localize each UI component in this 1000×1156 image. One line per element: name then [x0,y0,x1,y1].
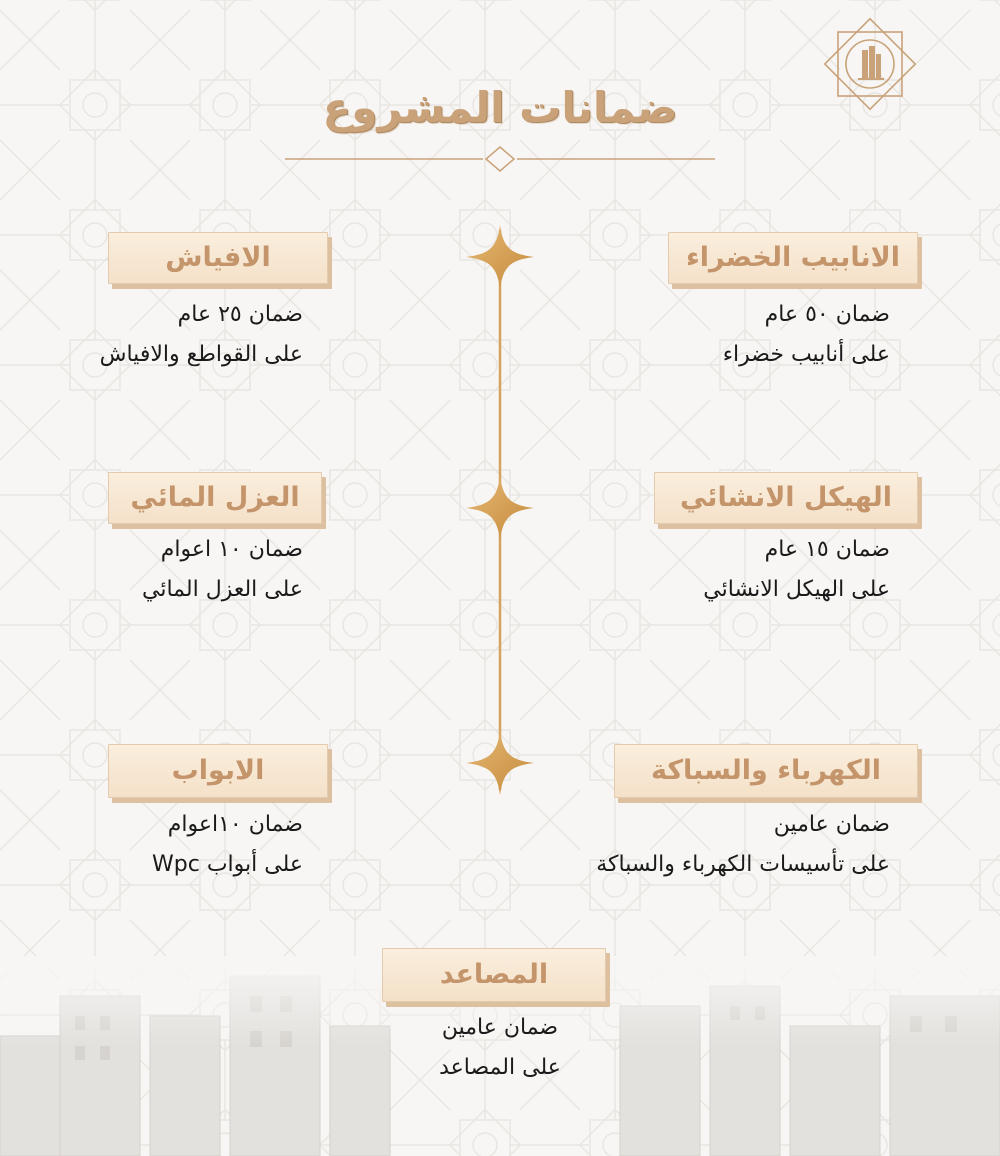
warranty-description [510,805,890,885]
warranty-duration: ضمان عامين [773,812,890,837]
warranty-duration: ضمان ١٥ عام [764,537,890,562]
card-heading: الافياش [165,242,271,273]
warranty-card-waterproofing [108,472,322,524]
diamond-divider-icon [285,144,715,174]
page-title: ضمانات المشروع [322,83,678,132]
warranty-subject: على أنابيب خضراء [722,342,890,367]
warranty-description [350,1008,650,1088]
warranty-card-doors [108,744,328,798]
warranty-description [3,805,303,885]
warranty-subject: على المصاعد [439,1055,561,1080]
warranty-card-structure [654,472,918,524]
warranty-subject: على تأسيسات الكهرباء والسباكة [596,852,890,877]
warranty-duration: ضمان ١٠ اعوام [160,537,303,562]
four-point-star-icon [466,476,534,540]
warranty-description [3,295,303,375]
timeline [455,210,545,810]
warranty-duration: ضمان ٥٠ عام [764,302,890,327]
card-heading: المصاعد [439,959,549,990]
warranty-subject: على الهيكل الانشائي [703,577,890,602]
card-heading: العزل المائي [130,482,300,513]
warranty-card-elevators [382,948,606,1002]
four-point-star-icon [466,731,534,795]
warranty-description [3,530,303,610]
warranty-card-green-pipes [668,232,918,284]
warranty-card-partitions [108,232,328,284]
warranty-duration: ضمان عامين [441,1015,559,1040]
card-heading: الانابيب الخضراء [685,242,901,273]
warranty-subject: على العزل المائي [142,577,303,602]
warranty-card-electric-plumbing [614,744,918,798]
warranty-description [590,530,890,610]
warranty-subject: على القواطع والافياش [99,342,303,367]
card-heading: الكهرباء والسباكة [650,755,882,786]
warranty-duration: ضمان ٢٥ عام [177,302,303,327]
four-point-star-icon [466,225,534,289]
warranty-description [590,295,890,375]
warranty-duration: ضمان ١٠اعوام [167,812,303,837]
building-logo-icon [822,16,918,112]
card-heading: الهيكل الانشائي [679,482,892,513]
warranty-subject: على أبواب Wpc [152,852,303,877]
card-heading: الابواب [171,755,265,786]
